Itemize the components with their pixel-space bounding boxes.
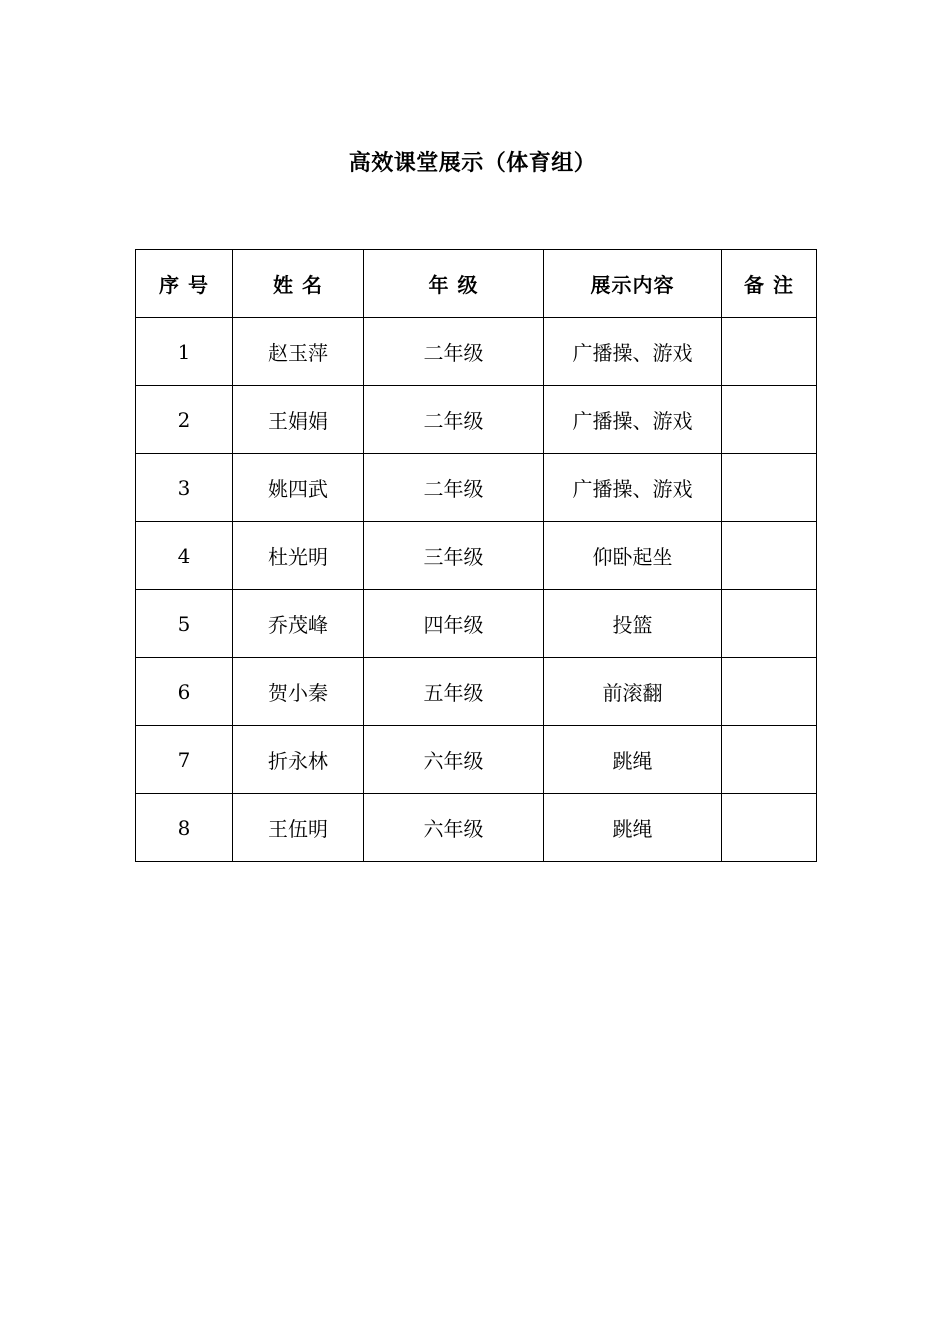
cell-no: 5 (136, 590, 233, 658)
table-row (136, 454, 817, 522)
header-remark: 备 注 (722, 250, 817, 318)
cell-remark (722, 386, 817, 454)
header-content: 展示内容 (544, 250, 722, 318)
cell-remark (722, 726, 817, 794)
cell-content: 仰卧起坐 (544, 522, 722, 590)
cell-grade: 四年级 (364, 590, 544, 658)
table-row (136, 726, 817, 794)
table-row (136, 590, 817, 658)
cell-remark (722, 522, 817, 590)
page-title: 高效课堂展示（体育组） (348, 150, 597, 176)
cell-name: 杜光明 (233, 522, 364, 590)
header-no: 序 号 (136, 250, 233, 318)
table-row (136, 658, 817, 726)
table-row (136, 522, 817, 590)
cell-name: 王娟娟 (233, 386, 364, 454)
cell-grade: 六年级 (364, 726, 544, 794)
roster-table (135, 249, 817, 862)
header-grade: 年 级 (364, 250, 544, 318)
cell-grade: 六年级 (364, 794, 544, 862)
table-row (136, 794, 817, 862)
cell-grade: 二年级 (364, 318, 544, 386)
cell-content: 投篮 (544, 590, 722, 658)
cell-name: 赵玉萍 (233, 318, 364, 386)
cell-grade: 五年级 (364, 658, 544, 726)
cell-content: 前滚翻 (544, 658, 722, 726)
cell-remark (722, 318, 817, 386)
cell-grade: 二年级 (364, 386, 544, 454)
cell-no: 4 (136, 522, 233, 590)
cell-remark (722, 658, 817, 726)
cell-name: 乔茂峰 (233, 590, 364, 658)
cell-content: 广播操、游戏 (544, 454, 722, 522)
cell-no: 3 (136, 454, 233, 522)
cell-name: 贺小秦 (233, 658, 364, 726)
cell-content: 广播操、游戏 (544, 318, 722, 386)
table-row (136, 386, 817, 454)
cell-remark (722, 454, 817, 522)
cell-grade: 三年级 (364, 522, 544, 590)
cell-name: 姚四武 (233, 454, 364, 522)
cell-name: 王伍明 (233, 794, 364, 862)
table-row (136, 318, 817, 386)
cell-no: 6 (136, 658, 233, 726)
cell-no: 7 (136, 726, 233, 794)
cell-content: 跳绳 (544, 726, 722, 794)
cell-no: 8 (136, 794, 233, 862)
cell-content: 广播操、游戏 (544, 386, 722, 454)
table-header-row (136, 250, 817, 318)
cell-no: 1 (136, 318, 233, 386)
cell-content: 跳绳 (544, 794, 722, 862)
header-name: 姓 名 (233, 250, 364, 318)
cell-name: 折永林 (233, 726, 364, 794)
cell-remark (722, 794, 817, 862)
cell-grade: 二年级 (364, 454, 544, 522)
cell-no: 2 (136, 386, 233, 454)
cell-remark (722, 590, 817, 658)
